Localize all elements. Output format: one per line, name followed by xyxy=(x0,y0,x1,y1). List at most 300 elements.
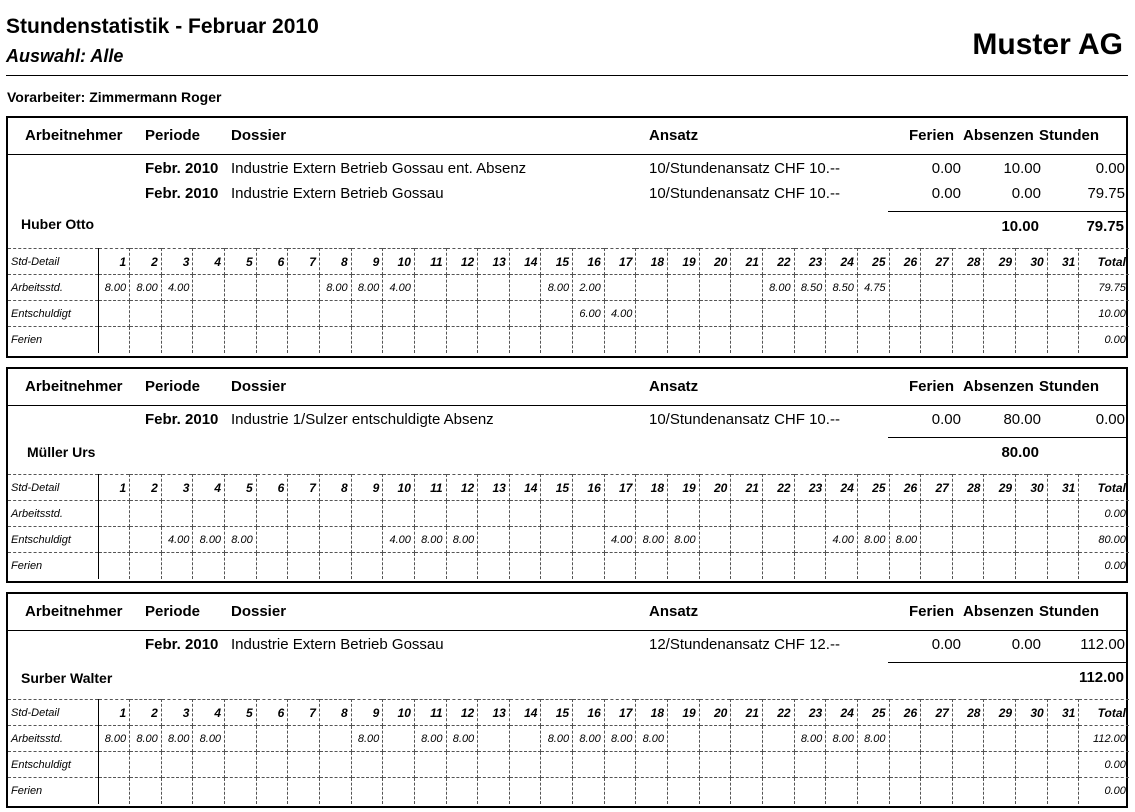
day-cell xyxy=(98,527,130,553)
day-cell xyxy=(984,553,1016,579)
day-cell xyxy=(857,327,889,353)
column-header-employee: Arbeitnehmer xyxy=(25,127,123,144)
grid-header-row xyxy=(8,249,1129,275)
column-header-period: Periode xyxy=(145,127,201,144)
day-cell xyxy=(604,327,636,353)
day-cell: 8.00 xyxy=(541,726,573,752)
entry-period: Febr. 2010 xyxy=(145,636,219,653)
day-header: 25 xyxy=(857,249,889,275)
day-header: 2 xyxy=(130,700,162,726)
day-cell xyxy=(478,275,510,301)
day-cell xyxy=(383,327,415,353)
day-cell xyxy=(383,301,415,327)
day-header: 13 xyxy=(478,249,510,275)
day-cell: 6.00 xyxy=(573,301,605,327)
day-cell xyxy=(319,301,351,327)
day-cell xyxy=(288,527,320,553)
day-cell xyxy=(193,301,225,327)
day-cell xyxy=(857,301,889,327)
day-cell xyxy=(1016,327,1048,353)
day-cell xyxy=(921,275,953,301)
day-header: 11 xyxy=(414,700,446,726)
day-header: 4 xyxy=(193,700,225,726)
entry-rate: 10/Stundenansatz CHF 10.-- xyxy=(649,160,840,177)
day-cell: 8.00 xyxy=(636,726,668,752)
employee-block xyxy=(6,116,1128,358)
day-cell: 8.00 xyxy=(351,726,383,752)
header-divider xyxy=(6,75,1128,76)
day-header: 15 xyxy=(541,249,573,275)
day-header: 23 xyxy=(794,475,826,501)
row-total: 0.00 xyxy=(1079,752,1129,778)
day-cell xyxy=(984,726,1016,752)
day-cell xyxy=(414,301,446,327)
day-cell xyxy=(952,327,984,353)
day-cell xyxy=(984,501,1016,527)
day-cell xyxy=(636,327,668,353)
day-cell: 8.00 xyxy=(414,726,446,752)
day-cell xyxy=(383,501,415,527)
day-cell: 8.00 xyxy=(668,527,700,553)
row-label: Arbeitsstd. xyxy=(8,275,98,301)
day-cell xyxy=(446,275,478,301)
day-cell xyxy=(1016,726,1048,752)
day-cell xyxy=(193,778,225,804)
day-cell xyxy=(288,275,320,301)
day-header: 26 xyxy=(889,475,921,501)
day-cell xyxy=(1016,527,1048,553)
day-header: 2 xyxy=(130,475,162,501)
day-cell xyxy=(351,301,383,327)
row-excused xyxy=(8,301,1129,327)
row-work-hours xyxy=(8,501,1129,527)
day-cell xyxy=(826,501,858,527)
day-header: 26 xyxy=(889,249,921,275)
day-cell xyxy=(414,752,446,778)
day-cell xyxy=(446,778,478,804)
day-cell xyxy=(478,327,510,353)
day-cell xyxy=(256,527,288,553)
day-cell xyxy=(1047,553,1079,579)
row-total: 0.00 xyxy=(1104,333,1126,346)
day-cell xyxy=(604,275,636,301)
row-label: Ferien xyxy=(8,327,98,353)
employee-block xyxy=(6,592,1128,808)
day-cell xyxy=(351,752,383,778)
day-cell xyxy=(794,327,826,353)
day-cell xyxy=(952,778,984,804)
entry-hours: 79.75 xyxy=(1087,185,1125,202)
day-cell: 4.00 xyxy=(161,275,193,301)
day-cell xyxy=(889,726,921,752)
day-cell xyxy=(1047,726,1079,752)
day-cell xyxy=(541,527,573,553)
day-header: 3 xyxy=(161,700,193,726)
day-cell xyxy=(731,527,763,553)
day-header: 25 xyxy=(857,700,889,726)
day-cell xyxy=(288,501,320,527)
entry-dossier: Industrie Extern Betrieb Gossau xyxy=(231,636,444,653)
day-header: 27 xyxy=(921,249,953,275)
day-cell xyxy=(509,275,541,301)
day-cell xyxy=(794,553,826,579)
day-header: 27 xyxy=(921,700,953,726)
day-cell xyxy=(1047,327,1079,353)
day-cell xyxy=(699,501,731,527)
day-cell: 4.00 xyxy=(161,527,193,553)
day-cell: 8.00 xyxy=(319,275,351,301)
day-cell xyxy=(826,752,858,778)
day-header: 9 xyxy=(351,700,383,726)
grid-label-total: Total xyxy=(1079,475,1129,501)
column-header-dossier: Dossier xyxy=(231,127,287,144)
day-header: 26 xyxy=(889,700,921,726)
day-cell xyxy=(256,752,288,778)
day-cell xyxy=(193,752,225,778)
day-header: 17 xyxy=(604,475,636,501)
entry-hours: 112.00 xyxy=(1080,636,1125,653)
day-cell xyxy=(826,301,858,327)
hours-detail-grid xyxy=(8,474,1129,579)
column-header-hours: Stunden xyxy=(1039,603,1099,620)
day-cell xyxy=(794,752,826,778)
day-header: 30 xyxy=(1016,700,1048,726)
entry-hours: 0.00 xyxy=(1095,411,1125,428)
employee-name: Huber Otto xyxy=(21,216,95,232)
entry-rate: 10/Stundenansatz CHF 10.-- xyxy=(649,411,840,428)
day-cell xyxy=(161,778,193,804)
day-cell: 8.00 xyxy=(794,726,826,752)
day-cell xyxy=(193,275,225,301)
row-holidays xyxy=(8,778,1129,804)
day-header: 3 xyxy=(161,249,193,275)
day-cell xyxy=(478,778,510,804)
day-cell xyxy=(509,726,541,752)
day-header: 30 xyxy=(1016,249,1048,275)
day-cell xyxy=(288,726,320,752)
day-header: 18 xyxy=(636,700,668,726)
day-cell: 8.00 xyxy=(193,527,225,553)
day-cell xyxy=(288,301,320,327)
day-header: 20 xyxy=(699,700,731,726)
entry-period: Febr. 2010 xyxy=(145,185,219,202)
day-cell xyxy=(731,501,763,527)
day-cell xyxy=(952,527,984,553)
entry-holidays: 0.00 xyxy=(931,185,961,202)
day-cell xyxy=(731,778,763,804)
day-cell xyxy=(319,553,351,579)
day-cell xyxy=(921,527,953,553)
day-cell xyxy=(794,301,826,327)
day-cell: 8.00 xyxy=(351,275,383,301)
day-header: 25 xyxy=(857,475,889,501)
day-cell xyxy=(952,501,984,527)
day-cell xyxy=(225,301,257,327)
day-cell xyxy=(1047,778,1079,804)
day-cell xyxy=(826,778,858,804)
day-header: 18 xyxy=(636,475,668,501)
day-cell xyxy=(636,301,668,327)
column-header-rate: Ansatz xyxy=(649,127,699,144)
day-cell xyxy=(256,501,288,527)
day-header: 20 xyxy=(699,475,731,501)
day-cell xyxy=(731,275,763,301)
day-cell xyxy=(98,778,130,804)
day-cell: 8.00 xyxy=(130,726,162,752)
entry-rate: 12/Stundenansatz CHF 12.-- xyxy=(649,636,840,653)
entry-period: Febr. 2010 xyxy=(145,160,219,177)
entry-absences: 0.00 xyxy=(1011,185,1041,202)
day-header: 8 xyxy=(319,249,351,275)
row-label: Ferien xyxy=(8,778,98,804)
day-header: 16 xyxy=(573,475,605,501)
column-header-rate: Ansatz xyxy=(649,378,699,395)
day-cell xyxy=(1016,501,1048,527)
day-cell xyxy=(668,327,700,353)
day-cell xyxy=(130,527,162,553)
day-cell xyxy=(351,501,383,527)
sum-hours: 112.00 xyxy=(1078,669,1124,686)
day-cell: 4.00 xyxy=(826,527,858,553)
day-cell: 8.00 xyxy=(98,726,130,752)
day-header: 10 xyxy=(383,475,415,501)
day-cell xyxy=(699,778,731,804)
grid-label-detail: Std-Detail xyxy=(8,700,98,726)
grid-header-row xyxy=(8,475,1129,501)
day-cell xyxy=(225,327,257,353)
day-cell xyxy=(826,553,858,579)
day-header: 28 xyxy=(952,700,984,726)
day-cell xyxy=(762,752,794,778)
column-header-holidays: Ferien xyxy=(909,127,955,144)
day-cell: 4.00 xyxy=(383,527,415,553)
row-total: 79.75 xyxy=(1079,275,1129,301)
day-cell xyxy=(383,778,415,804)
day-cell xyxy=(699,301,731,327)
day-header: 5 xyxy=(225,249,257,275)
day-cell xyxy=(98,553,130,579)
entry-absences: 0.00 xyxy=(1011,636,1041,653)
day-header: 19 xyxy=(668,475,700,501)
day-cell xyxy=(1047,527,1079,553)
sum-hours: 79.75 xyxy=(1086,218,1124,235)
day-cell xyxy=(98,327,130,353)
day-cell: 8.00 xyxy=(446,726,478,752)
report-title: Stundenstatistik - Februar 2010 xyxy=(6,15,319,38)
day-cell xyxy=(604,501,636,527)
day-cell: 4.00 xyxy=(383,275,415,301)
day-cell xyxy=(225,752,257,778)
day-cell xyxy=(351,553,383,579)
day-header: 10 xyxy=(383,249,415,275)
column-header-employee: Arbeitnehmer xyxy=(25,603,123,620)
day-cell xyxy=(414,553,446,579)
day-cell xyxy=(351,778,383,804)
day-cell: 8.00 xyxy=(541,275,573,301)
day-cell xyxy=(130,501,162,527)
entry-dossier: Industrie 1/Sulzer entschuldigte Absenz xyxy=(231,411,494,428)
day-cell: 8.50 xyxy=(794,275,826,301)
day-header: 4 xyxy=(193,249,225,275)
day-cell xyxy=(699,726,731,752)
column-header-absences: Absenzen xyxy=(963,378,1034,395)
column-header-period: Periode xyxy=(145,603,201,620)
day-cell xyxy=(1016,553,1048,579)
day-cell: 8.00 xyxy=(414,527,446,553)
day-cell xyxy=(130,752,162,778)
day-cell xyxy=(1016,275,1048,301)
day-cell xyxy=(889,275,921,301)
day-header: 1 xyxy=(98,700,130,726)
day-cell: 8.00 xyxy=(857,726,889,752)
day-cell xyxy=(921,501,953,527)
day-cell xyxy=(541,501,573,527)
day-cell xyxy=(668,301,700,327)
day-cell xyxy=(288,553,320,579)
row-holidays xyxy=(8,327,1129,353)
day-cell xyxy=(921,778,953,804)
day-cell xyxy=(509,527,541,553)
day-cell xyxy=(826,327,858,353)
row-label: Arbeitsstd. xyxy=(8,501,98,527)
day-cell xyxy=(509,778,541,804)
sum-absences: 10.00 xyxy=(1001,218,1039,235)
row-excused xyxy=(8,752,1129,778)
day-cell xyxy=(478,527,510,553)
day-cell xyxy=(889,778,921,804)
day-cell xyxy=(414,275,446,301)
column-header-absences: Absenzen xyxy=(963,603,1034,620)
day-cell xyxy=(731,726,763,752)
day-cell xyxy=(161,752,193,778)
day-cell xyxy=(478,501,510,527)
day-header: 23 xyxy=(794,249,826,275)
entry-dossier: Industrie Extern Betrieb Gossau ent. Absenz xyxy=(231,160,527,177)
day-cell xyxy=(288,752,320,778)
foreman-label: Vorarbeiter: Zimmermann Roger xyxy=(7,89,222,105)
column-header-holidays: Ferien xyxy=(909,603,955,620)
day-cell xyxy=(414,778,446,804)
day-header: 12 xyxy=(446,475,478,501)
day-cell xyxy=(762,527,794,553)
hours-detail-grid xyxy=(8,699,1129,804)
grid-label-detail: Std-Detail xyxy=(8,249,98,275)
day-cell xyxy=(857,553,889,579)
day-cell xyxy=(889,553,921,579)
day-cell xyxy=(319,527,351,553)
day-cell xyxy=(478,553,510,579)
sum-absences: 80.00 xyxy=(1001,444,1039,461)
day-cell xyxy=(604,778,636,804)
day-cell xyxy=(699,527,731,553)
day-header: 6 xyxy=(256,249,288,275)
day-header: 3 xyxy=(161,475,193,501)
day-header: 16 xyxy=(573,700,605,726)
day-header: 22 xyxy=(762,475,794,501)
column-header-dossier: Dossier xyxy=(231,378,287,395)
day-cell xyxy=(857,778,889,804)
day-cell xyxy=(446,752,478,778)
day-cell xyxy=(1047,301,1079,327)
day-header: 15 xyxy=(541,700,573,726)
day-cell xyxy=(225,501,257,527)
grid-label-total: Total xyxy=(1079,249,1129,275)
day-header: 7 xyxy=(288,475,320,501)
day-cell xyxy=(573,501,605,527)
day-cell xyxy=(446,501,478,527)
day-cell xyxy=(984,275,1016,301)
day-header: 28 xyxy=(952,249,984,275)
day-cell: 8.00 xyxy=(130,275,162,301)
day-header: 1 xyxy=(98,249,130,275)
day-cell xyxy=(921,301,953,327)
row-excused xyxy=(8,527,1129,553)
day-cell xyxy=(351,527,383,553)
day-header: 14 xyxy=(509,700,541,726)
day-header: 12 xyxy=(446,249,478,275)
day-cell xyxy=(731,301,763,327)
day-cell: 8.00 xyxy=(161,726,193,752)
day-header: 2 xyxy=(130,249,162,275)
day-cell xyxy=(256,327,288,353)
day-header: 23 xyxy=(794,700,826,726)
day-header: 21 xyxy=(731,249,763,275)
row-work-hours xyxy=(8,275,1129,301)
day-cell xyxy=(699,752,731,778)
day-cell xyxy=(636,501,668,527)
grid-header-row xyxy=(8,700,1129,726)
day-cell xyxy=(319,778,351,804)
day-cell xyxy=(225,726,257,752)
day-cell xyxy=(193,553,225,579)
day-cell xyxy=(446,301,478,327)
day-header: 14 xyxy=(509,249,541,275)
day-cell xyxy=(541,752,573,778)
column-header-employee: Arbeitnehmer xyxy=(25,378,123,395)
grid-label-total: Total xyxy=(1079,700,1129,726)
hours-detail-grid xyxy=(8,248,1129,353)
row-label: Entschuldigt xyxy=(8,301,98,327)
day-cell: 8.00 xyxy=(762,275,794,301)
day-cell xyxy=(161,501,193,527)
day-header: 11 xyxy=(414,249,446,275)
day-cell xyxy=(699,275,731,301)
day-header: 31 xyxy=(1047,475,1079,501)
day-cell xyxy=(541,327,573,353)
day-cell xyxy=(889,301,921,327)
day-header: 29 xyxy=(984,700,1016,726)
day-header: 9 xyxy=(351,249,383,275)
day-cell xyxy=(573,778,605,804)
day-header: 8 xyxy=(319,700,351,726)
day-cell xyxy=(414,501,446,527)
day-cell xyxy=(161,327,193,353)
day-header: 10 xyxy=(383,700,415,726)
day-cell xyxy=(921,752,953,778)
day-cell xyxy=(984,527,1016,553)
day-cell xyxy=(288,327,320,353)
day-cell xyxy=(984,327,1016,353)
row-total: 112.00 xyxy=(1079,726,1129,752)
day-cell xyxy=(98,301,130,327)
day-cell xyxy=(857,752,889,778)
day-cell xyxy=(319,501,351,527)
day-cell xyxy=(1047,275,1079,301)
day-header: 6 xyxy=(256,700,288,726)
day-cell xyxy=(984,778,1016,804)
day-cell xyxy=(668,501,700,527)
day-cell xyxy=(1047,501,1079,527)
